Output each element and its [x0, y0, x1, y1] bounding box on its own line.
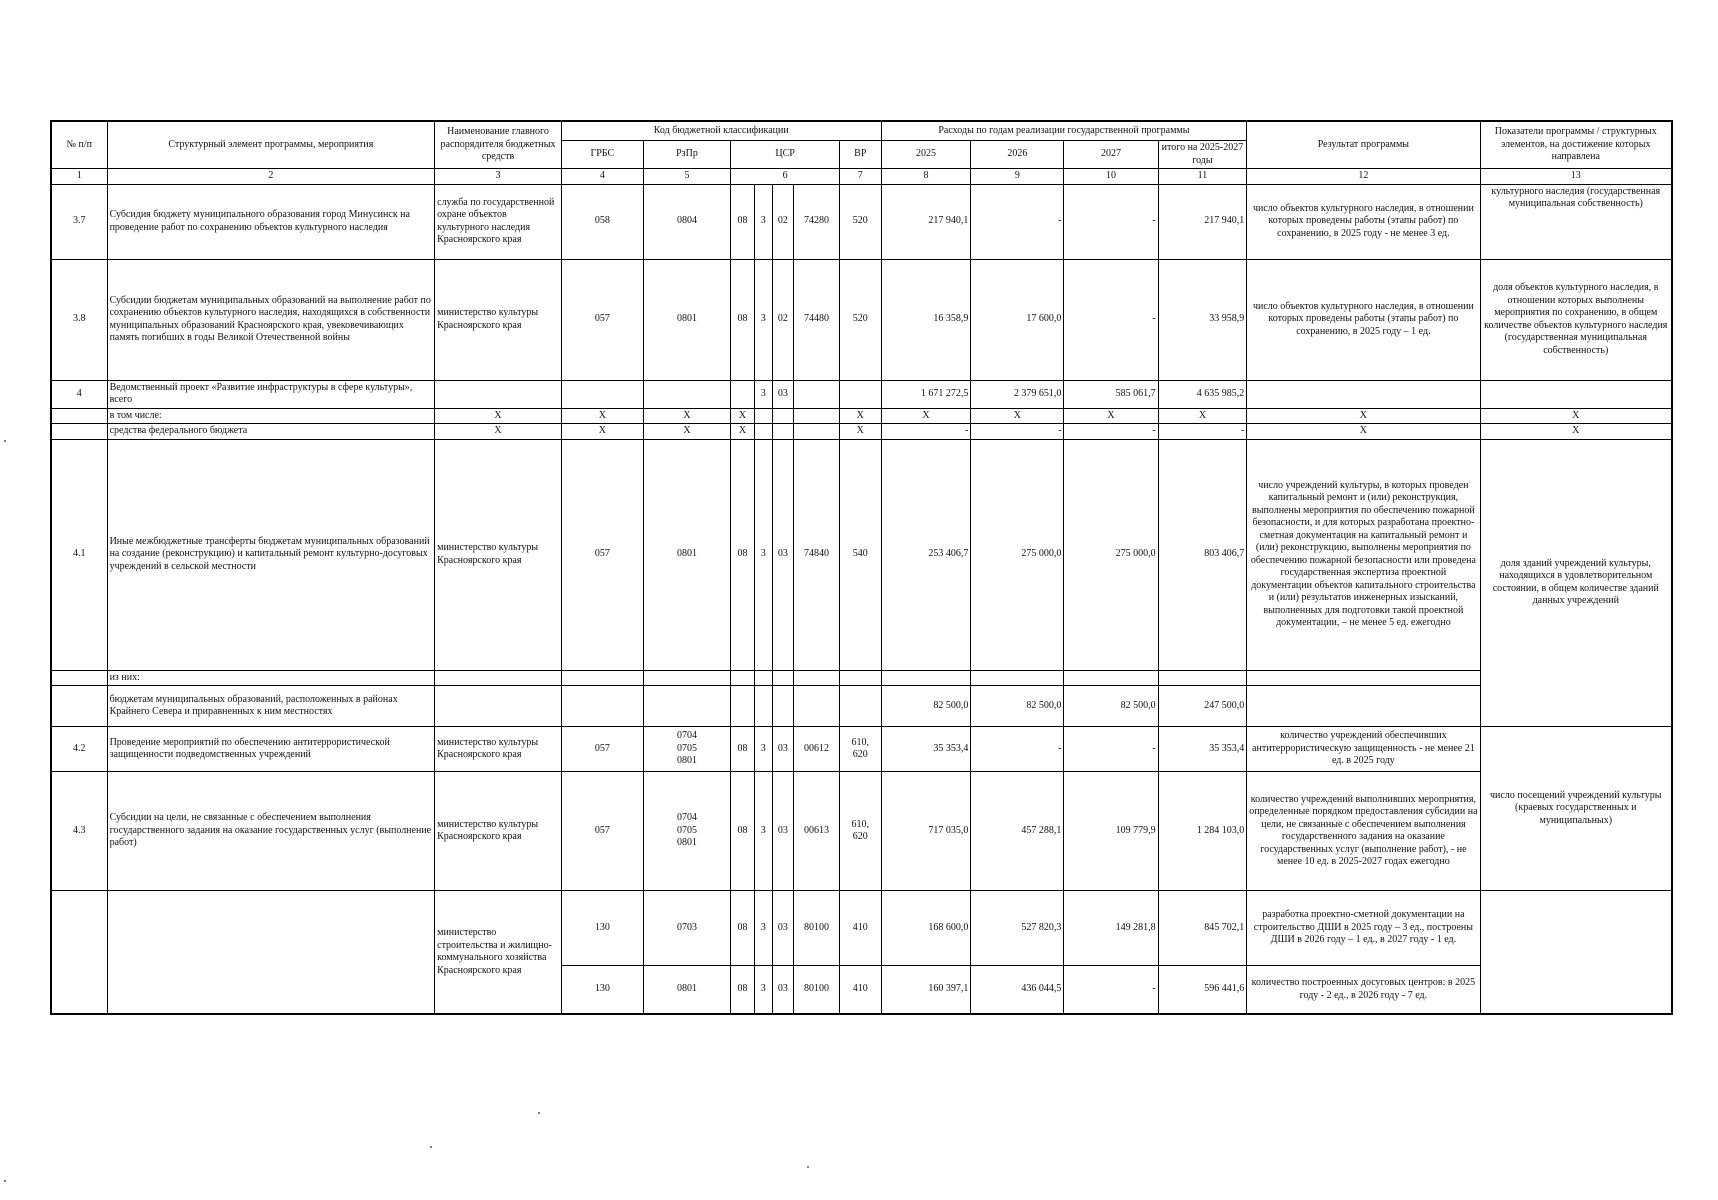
row-grbs: 057 [561, 439, 643, 670]
row-csr-4 [794, 424, 840, 440]
table-row [51, 670, 1672, 686]
colnum: 1 [51, 169, 107, 185]
row-csr-3: 03 [772, 439, 793, 670]
scan-speck [4, 440, 6, 442]
row-name: бюджетам муниципальных образований, расположенных в районах Крайнего Севера и приравненных к ним местностях [107, 686, 435, 727]
row-2026: - [971, 727, 1064, 772]
header-result: Результат программы [1247, 121, 1480, 169]
scan-speck [430, 1146, 432, 1148]
row-2025: X [881, 408, 971, 424]
row-result [1247, 380, 1480, 408]
header-num: № п/п [51, 121, 107, 169]
row-csr-2 [754, 408, 772, 424]
row-indicator: доля объектов культурного наследия, в отношении которых выполнены мероприятия по сохранению, в общем количестве объектов культурного наследия (государственная муниципальная собственность) [1480, 259, 1672, 380]
row-2025: 16 358,9 [881, 259, 971, 380]
row-num [51, 891, 107, 1015]
colnum: 11 [1158, 169, 1247, 185]
row-2026: X [971, 408, 1064, 424]
row-vr [840, 380, 882, 408]
row-name: в том числе: [107, 408, 435, 424]
row-2026: 275 000,0 [971, 439, 1064, 670]
table-row [51, 380, 1672, 408]
row-indicator: число посещений учреждений культуры (краевых государственных и муниципальных) [1480, 727, 1672, 891]
row-rzpr: 0703 [643, 891, 730, 966]
row-manager: министерство культуры Красноярского края [435, 259, 562, 380]
table-row [51, 259, 1672, 380]
row-vr: X [840, 408, 882, 424]
row-2027: - [1064, 184, 1158, 259]
row-total: 4 635 985,2 [1158, 380, 1247, 408]
row-total: 33 958,9 [1158, 259, 1247, 380]
row-total: 845 702,1 [1158, 891, 1247, 966]
row-num: 3.8 [51, 259, 107, 380]
row-grbs: X [561, 424, 643, 440]
row-csr-2: 3 [754, 891, 772, 966]
header-csr: ЦСР [731, 141, 840, 169]
row-2025: 1 671 272,5 [881, 380, 971, 408]
row-num: 3.7 [51, 184, 107, 259]
row-rzpr: X [643, 424, 730, 440]
row-total: 803 406,7 [1158, 439, 1247, 670]
row-indicator [1480, 891, 1672, 1015]
row-name: Субсидии на цели, не связанные с обеспечением выполнения государственного задания на оказание государственных услуг (выполнение работ) [107, 772, 435, 891]
colnum: 4 [561, 169, 643, 185]
row-2027: 149 281,8 [1064, 891, 1158, 966]
row-result: X [1247, 408, 1480, 424]
row-csr-3: 03 [772, 380, 793, 408]
row-csr-2: 3 [754, 259, 772, 380]
row-2027: - [1064, 966, 1158, 1015]
row-result: количество учреждений обеспечивших антитеррористическую защищенность - не менее 21 ед. в 2025 году [1247, 727, 1480, 772]
row-csr-4: 00612 [794, 727, 840, 772]
row-csr-2 [754, 424, 772, 440]
row-2025: 253 406,7 [881, 439, 971, 670]
row-grbs: 057 [561, 727, 643, 772]
row-2026: 17 600,0 [971, 259, 1064, 380]
row-csr-3: 03 [772, 772, 793, 891]
column-numbers-row [51, 169, 1672, 185]
row-csr-3: 03 [772, 727, 793, 772]
row-csr-3: 02 [772, 259, 793, 380]
row-csr-2: 3 [754, 184, 772, 259]
row-vr: 410 [840, 966, 882, 1015]
row-csr-4: 74280 [794, 184, 840, 259]
budget-table [50, 120, 1673, 1015]
row-2027: X [1064, 408, 1158, 424]
row-total: 35 353,4 [1158, 727, 1247, 772]
table-row [51, 686, 1672, 727]
colnum: 7 [840, 169, 882, 185]
header-element: Структурный элемент программы, мероприятия [107, 121, 435, 169]
table-row [51, 727, 1672, 772]
row-2027: 82 500,0 [1064, 686, 1158, 727]
table-row [51, 424, 1672, 440]
row-rzpr: 0804 [643, 184, 730, 259]
header-manager: Наименование главного распорядителя бюджетных средств [435, 121, 562, 169]
row-rzpr: 0801 [643, 439, 730, 670]
row-2026: 527 820,3 [971, 891, 1064, 966]
row-2027: - [1064, 727, 1158, 772]
colnum: 9 [971, 169, 1064, 185]
header-2026: 2026 [971, 141, 1064, 169]
row-total: 247 500,0 [1158, 686, 1247, 727]
row-result: число объектов культурного наследия, в отношении которых проведены работы (этапы работ) по сохранению, в 2025 году - не менее 3 ед. [1247, 184, 1480, 259]
header-2027: 2027 [1064, 141, 1158, 169]
row-csr-1: 08 [731, 966, 755, 1015]
row-grbs: 057 [561, 259, 643, 380]
row-vr: 540 [840, 439, 882, 670]
row-num [51, 408, 107, 424]
row-csr-1: X [731, 424, 755, 440]
row-name: Субсидия бюджету муниципального образования город Минусинск на проведение работ по сохранению объектов культурного наследия [107, 184, 435, 259]
row-csr-2: 3 [754, 380, 772, 408]
row-csr-3: 03 [772, 891, 793, 966]
row-2027: 109 779,9 [1064, 772, 1158, 891]
header-vr: ВР [840, 141, 882, 169]
row-manager: министерство культуры Красноярского края [435, 772, 562, 891]
colnum: 2 [107, 169, 435, 185]
row-num: 4.2 [51, 727, 107, 772]
row-2027: - [1064, 424, 1158, 440]
row-total: 596 441,6 [1158, 966, 1247, 1015]
row-csr-2: 3 [754, 966, 772, 1015]
row-indicator: X [1480, 408, 1672, 424]
row-name: Ведомственный проект «Развитие инфраструктуры в сфере культуры», всего [107, 380, 435, 408]
row-csr-4: 74480 [794, 259, 840, 380]
row-vr: 610, 620 [840, 772, 882, 891]
row-rzpr: 0801 [643, 259, 730, 380]
row-csr-4 [794, 380, 840, 408]
table-row [51, 439, 1672, 670]
row-result [1247, 686, 1480, 727]
row-name: из них: [107, 670, 435, 686]
row-vr: 520 [840, 259, 882, 380]
row-manager [435, 380, 562, 408]
row-csr-2: 3 [754, 727, 772, 772]
row-csr-1: 08 [731, 259, 755, 380]
row-name [107, 891, 435, 1015]
row-2025: 217 940,1 [881, 184, 971, 259]
row-result: число объектов культурного наследия, в отношении которых проведены работы (этапы работ) по сохранению, в 2025 году – 1 ед. [1247, 259, 1480, 380]
row-2027: 585 061,7 [1064, 380, 1158, 408]
row-csr-4: 80100 [794, 891, 840, 966]
row-result: число учреждений культуры, в которых проведен капитальный ремонт и (или) реконструкция, выполнены мероприятия по обеспечению пожарной безопасности, и для которых разработана проектно-сметная документация на капитальный ремонт и (или) реконструкцию, выполнены мероприятия по обеспечению пожарной безопасности или проведена государственная экспертиза проектной документации объектов капитального строительства и (или) результатов инженерных изысканий, выполненных для подготовки такой проектной документации, – не менее 5 ед. ежегодно [1247, 439, 1480, 670]
row-num: 4 [51, 380, 107, 408]
row-num [51, 670, 107, 686]
row-manager: X [435, 408, 562, 424]
colnum: 3 [435, 169, 562, 185]
scan-speck [538, 1112, 540, 1114]
row-rzpr: 0801 [643, 966, 730, 1015]
row-name: Субсидии бюджетам муниципальных образований на выполнение работ по сохранению объектов культурного наследия, находящихся в собственности муниципальных образований Красноярского края, увековечивающих память погибших в годы Великой Отечественной войны [107, 259, 435, 380]
row-rzpr: X [643, 408, 730, 424]
colnum: 6 [731, 169, 840, 185]
row-2026: 436 044,5 [971, 966, 1064, 1015]
row-csr-1: 08 [731, 891, 755, 966]
row-2025: - [881, 424, 971, 440]
row-2025: 82 500,0 [881, 686, 971, 727]
colnum: 8 [881, 169, 971, 185]
row-csr-2: 3 [754, 439, 772, 670]
row-csr-4: 74840 [794, 439, 840, 670]
row-csr-1 [731, 380, 755, 408]
colnum: 10 [1064, 169, 1158, 185]
header-rzpr: РзПр [643, 141, 730, 169]
header-budget-code: Код бюджетной классификации [561, 121, 881, 141]
header-total: итого на 2025-2027 годы [1158, 141, 1247, 169]
row-grbs: 130 [561, 891, 643, 966]
row-name: Иные межбюджетные трансферты бюджетам муниципальных образований на создание (реконструкцию) и капитальный ремонт культурно-досуговых учреждений в сельской местности [107, 439, 435, 670]
row-num [51, 424, 107, 440]
scan-speck [807, 1166, 809, 1168]
row-total: - [1158, 424, 1247, 440]
table-row [51, 772, 1672, 891]
row-num: 4.1 [51, 439, 107, 670]
row-rzpr: 0704 0705 0801 [643, 772, 730, 891]
row-vr: 610, 620 [840, 727, 882, 772]
row-result: разработка проектно-сметной документации на строительство ДШИ в 2025 году – 3 ед., построены ДШИ в 2026 году – 1 ед., в 2027 году - 1 ед. [1247, 891, 1480, 966]
row-vr: 520 [840, 184, 882, 259]
row-grbs [561, 380, 643, 408]
row-indicator: X [1480, 424, 1672, 440]
row-total: X [1158, 408, 1247, 424]
row-grbs: X [561, 408, 643, 424]
row-2025: 35 353,4 [881, 727, 971, 772]
header-grbs: ГРБС [561, 141, 643, 169]
row-rzpr [643, 380, 730, 408]
row-csr-3: 02 [772, 184, 793, 259]
row-result: количество учреждений выполнивших мероприятия, определенные порядком предоставления субсидии на цели, не связанные с обеспечением выполнения государственного задания на оказание государственных услуг (выполнение работ), - не менее 10 ед. в 2025-2027 годах ежегодно [1247, 772, 1480, 891]
row-csr-1: X [731, 408, 755, 424]
row-manager: служба по государственной охране объектов культурного наследия Красноярского края [435, 184, 562, 259]
row-result: X [1247, 424, 1480, 440]
row-vr: 410 [840, 891, 882, 966]
header-2025: 2025 [881, 141, 971, 169]
row-2025: 160 397,1 [881, 966, 971, 1015]
table-row [51, 891, 1672, 966]
row-2026: 457 288,1 [971, 772, 1064, 891]
table-row [51, 408, 1672, 424]
row-2025: 168 600,0 [881, 891, 971, 966]
row-indicator: культурного наследия (государственная муниципальная собственность) [1480, 184, 1672, 259]
row-manager: министерство культуры Красноярского края [435, 439, 562, 670]
row-grbs: 057 [561, 772, 643, 891]
header-expenses: Расходы по годам реализации государственной программы [881, 121, 1247, 141]
row-manager: X [435, 424, 562, 440]
colnum: 13 [1480, 169, 1672, 185]
row-csr-4: 00613 [794, 772, 840, 891]
row-csr-1: 08 [731, 439, 755, 670]
row-vr: X [840, 424, 882, 440]
row-2027: 275 000,0 [1064, 439, 1158, 670]
row-name: средства федерального бюджета [107, 424, 435, 440]
row-csr-1: 08 [731, 184, 755, 259]
header-indicators: Показатели программы / структурных элементов, на достижение которых направлена [1480, 121, 1672, 169]
colnum: 12 [1247, 169, 1480, 185]
row-csr-1: 08 [731, 772, 755, 891]
row-2025: 717 035,0 [881, 772, 971, 891]
row-manager: министерство культуры Красноярского края [435, 727, 562, 772]
row-rzpr: 0704 0705 0801 [643, 727, 730, 772]
row-2026: - [971, 424, 1064, 440]
row-csr-1: 08 [731, 727, 755, 772]
row-num [51, 686, 107, 727]
row-grbs: 130 [561, 966, 643, 1015]
row-csr-3 [772, 408, 793, 424]
row-2026: 82 500,0 [971, 686, 1064, 727]
row-2027: - [1064, 259, 1158, 380]
row-total: 1 284 103,0 [1158, 772, 1247, 891]
row-2026: 2 379 651,0 [971, 380, 1064, 408]
row-csr-3 [772, 424, 793, 440]
header-row-1 [51, 121, 1672, 141]
row-2026: - [971, 184, 1064, 259]
row-grbs: 058 [561, 184, 643, 259]
table-row [51, 184, 1672, 259]
row-csr-4 [794, 408, 840, 424]
colnum: 5 [643, 169, 730, 185]
row-indicator [1480, 380, 1672, 408]
row-total: 217 940,1 [1158, 184, 1247, 259]
row-name: Проведение мероприятий по обеспечению антитеррористической защищенности подведомственных учреждений [107, 727, 435, 772]
row-csr-4: 80100 [794, 966, 840, 1015]
row-num: 4.3 [51, 772, 107, 891]
row-csr-2: 3 [754, 772, 772, 891]
scan-speck [4, 1180, 6, 1182]
row-indicator: доля зданий учреждений культуры, находящихся в удовлетворительном состоянии, в общем количестве зданий данных учреждений [1480, 439, 1672, 727]
row-result: количество построенных досуговых центров: в 2025 году - 2 ед., в 2026 году - 7 ед. [1247, 966, 1480, 1015]
row-manager: министерство строительства и жилищно-коммунального хозяйства Красноярского края [435, 891, 562, 1015]
row-csr-3: 03 [772, 966, 793, 1015]
